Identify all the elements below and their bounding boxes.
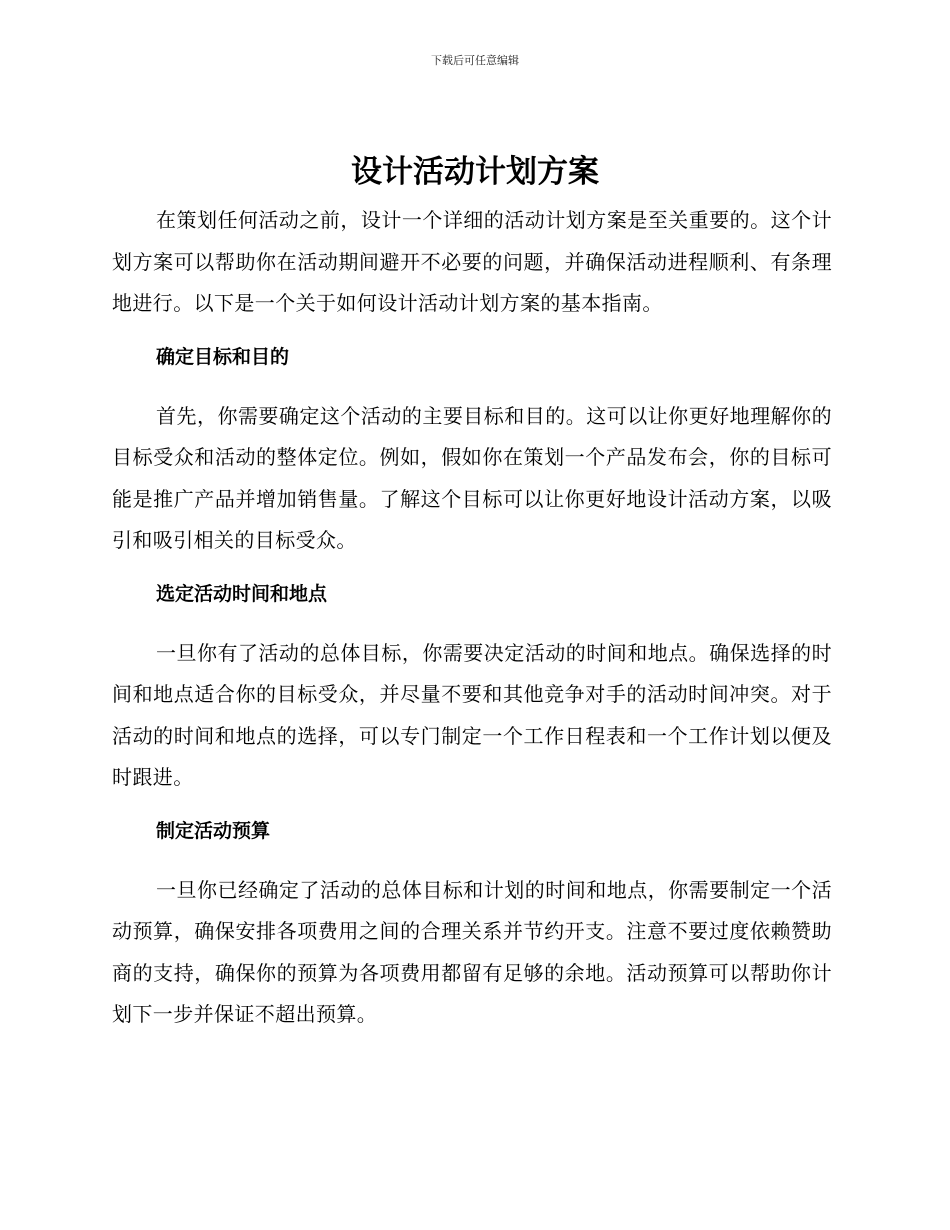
spacer <box>112 325 832 342</box>
spacer <box>112 562 832 579</box>
section-paragraph-time-place: 一旦你有了活动的总体目标，你需要决定活动的时间和地点。确保选择的时间和地点适合你的目标受众，并尽量不要和其他竞争对手的活动时间冲突。对于活动的时间和地点的选择，可以专门制定一个工作日程表和一个工作计划以便及时跟进。 <box>112 640 832 789</box>
spacer <box>112 609 832 633</box>
section-heading-time-place: 选定活动时间和地点 <box>156 582 328 605</box>
section-heading-budget: 制定活动预算 <box>156 819 271 842</box>
document-body <box>112 200 832 1036</box>
spacer <box>112 372 832 396</box>
section-paragraph-budget: 一旦你已经确定了活动的总体目标和计划的时间和地点，你需要制定一个活动预算，确保安排各项费用之间的合理关系并节约开支。注意不要过度依赖赞助商的支持，确保你的预算为各项费用都留有足够的余地。活动预算可以帮助你计划下一步并保证不超出预算。 <box>112 877 832 1026</box>
spacer <box>112 799 832 816</box>
section-heading-goals: 确定目标和目的 <box>156 345 290 368</box>
spacer <box>112 846 832 870</box>
document-title: 设计活动计划方案 <box>351 154 599 190</box>
section-paragraph-goals: 首先，你需要确定这个活动的主要目标和目的。这可以让你更好地理解你的目标受众和活动的整体定位。例如，假如你在策划一个产品发布会，你的目标可能是推广产品并增加销售量。了解这个目标可以让你更好地设计活动方案，以吸引和吸引相关的目标受众。 <box>112 403 832 552</box>
header-note: 下载后可任意编辑 <box>431 54 519 67</box>
intro-paragraph: 在策划任何活动之前，设计一个详细的活动计划方案是至关重要的。这个计划方案可以帮助你在活动期间避开不必要的问题，并确保活动进程顺利、有条理地进行。以下是一个关于如何设计活动计划方案的基本指南。 <box>112 208 832 315</box>
